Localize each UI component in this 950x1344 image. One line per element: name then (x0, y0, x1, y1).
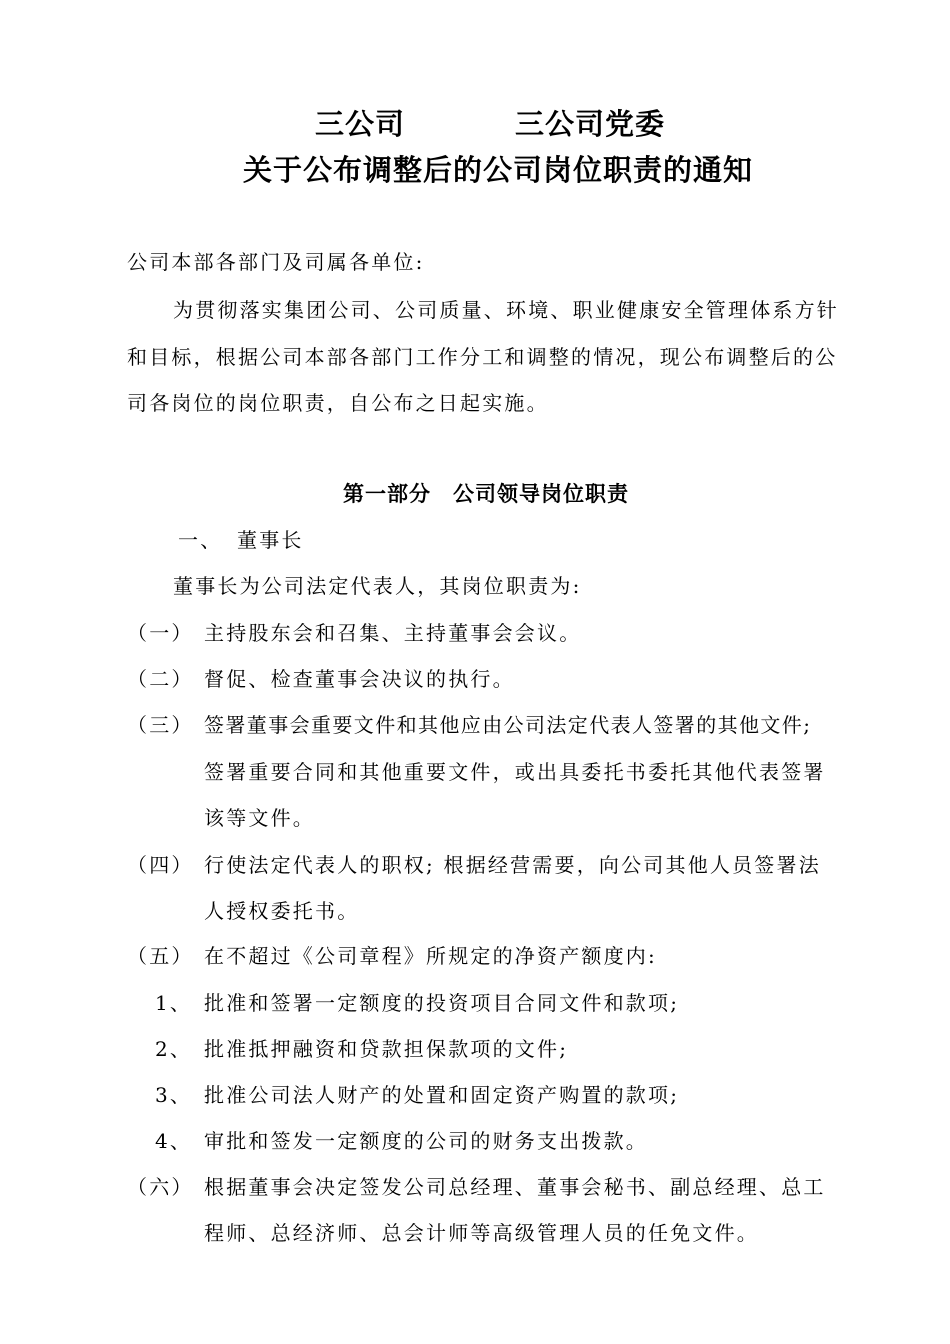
sub-item-marker: 1、 (155, 991, 193, 1015)
sub-item-marker: 3、 (155, 1083, 193, 1107)
item-marker: （二） (127, 667, 194, 691)
item-text-continued: 签署重要合同和其他重要文件，或出具委托书委托其他代表签署 (204, 760, 826, 784)
sub-item-text: 批准抵押融资和贷款担保款项的文件; (204, 1037, 569, 1061)
item-marker: （四） (127, 853, 194, 877)
item-text: 根据董事会决定签发公司总经理、董事会秘书、副总经理、总工 (204, 1175, 826, 1199)
item-marker: （一） (127, 621, 194, 645)
item-text: 签署董事会重要文件和其他应由公司法定代表人签署的其他文件; (204, 713, 812, 737)
item-text: 督促、检查董事会决议的执行。 (204, 667, 515, 691)
sub-item-text: 批准公司法人财产的处置和固定资产购置的款项; (204, 1083, 680, 1107)
issuer-left: 三公司 (315, 107, 406, 141)
item-text: 主持股东会和召集、主持董事会会议。 (204, 621, 582, 645)
intro-line-2: 和目标，根据公司本部各部门工作分工和调整的情况，现公布调整后的公 (127, 345, 838, 369)
sub-item-marker: 2、 (155, 1037, 193, 1061)
sub-item-text: 审批和签发一定额度的公司的财务支出拨款。 (204, 1129, 648, 1153)
item-marker: （三） (127, 713, 194, 737)
salutation: 公司本部各部门及司属各单位: (127, 250, 425, 274)
item-text-continued: 人授权委托书。 (204, 899, 360, 923)
sub-item-marker: 4、 (155, 1129, 193, 1153)
item-text-continued: 程师、总经济师、总会计师等高级管理人员的任免文件。 (204, 1221, 759, 1245)
issuer-right: 三公司党委 (515, 107, 666, 141)
item-text: 在不超过《公司章程》所规定的净资产额度内: (204, 944, 657, 968)
sub-item-text: 批准和签署一定额度的投资项目合同文件和款项; (204, 991, 680, 1015)
item-text-continued: 该等文件。 (204, 806, 315, 830)
role-intro: 董事长为公司法定代表人，其岗位职责为: (173, 574, 582, 598)
role-title: 董事长 (237, 528, 304, 552)
item-marker: （六） (127, 1175, 194, 1199)
document-title: 关于公布调整后的公司岗位职责的通知 (243, 153, 754, 187)
item-marker: （五） (127, 944, 194, 968)
role-marker: 一、 (178, 528, 223, 552)
intro-line-1: 为贯彻落实集团公司、公司质量、环境、职业健康安全管理体系方针 (173, 298, 839, 322)
intro-line-3: 司各岗位的岗位职责，自公布之日起实施。 (127, 391, 549, 415)
item-text: 行使法定代表人的职权; 根据经营需要，向公司其他人员签署法 (204, 853, 821, 877)
section-heading: 第一部分 公司领导岗位职责 (343, 481, 629, 506)
